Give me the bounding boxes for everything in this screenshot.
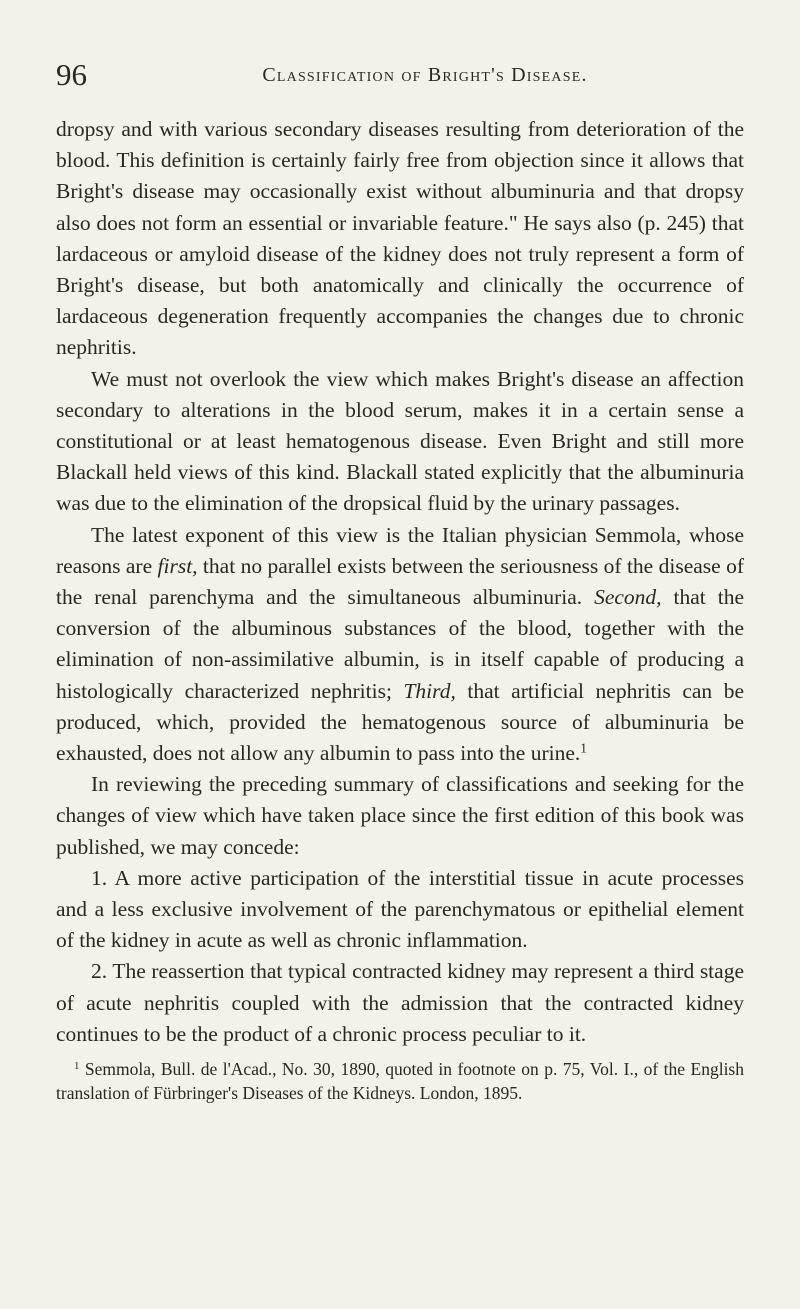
paragraph-3-text-a: The latest exponent of this view is the Italian physician Semmola, whose reasons are [56,522,744,578]
emphasis-first: first, [157,553,198,578]
paragraph-4: In reviewing the preceding summary of classifications and seeking for the changes of view which have taken place since the first edition of this book was published, we may concede: [56,772,744,859]
page-header [56,55,744,95]
footnote-reference: 1 [580,740,587,756]
running-head: Classification of Bright's Disease. [262,64,588,86]
paragraph-3-text-c: that the conversion of the albuminous substances of the blood, together with the elimination of non-assimilative albumin, is in itself capable of producing a histologically characterized nephritis; [56,585,744,703]
paragraph-3 [56,520,744,770]
footnote-body: Semmola, Bull. de l'Acad., No. 30, 1890, quoted in footnote on p. 75, Vol. I., of the English translation of Fürbringer's Diseases of the Kidneys. London, 1895. [56,1059,744,1103]
footnote-text [56,1058,744,1105]
paragraph-1: dropsy and with various secondary diseases resulting from deterioration of the blood. This definition is certainly fairly free from objection since it allows that Bright's disease may occasionally exist without albuminuria and that dropsy also does not form an essential or invariable feature." He says also (p. 245) that lardaceous or amyloid disease of the kidney does not truly represent a form of Bright's disease, but both anatomically and clinically the occurrence of lardaceous degeneration frequently accompanies the changes due to chronic nephritis. [56,117,744,360]
emphasis-second: Second, [594,585,662,610]
list-item-1: 1. A more active participation of the interstitial tissue in acute processes and a less exclusive involvement of the parenchymatous or epithelial element of the kidney in acute as well as chronic inflammation. [56,865,744,953]
list-item-2: 2. The reassertion that typical contracted kidney may represent a third stage of acute nephritis coupled with the admission that the contracted kidney continues to be the product of a chronic process peculiar to it. [56,959,744,1046]
body-text [56,114,744,1050]
page-number: 96 [56,57,87,92]
footnote-marker: 1 [74,1060,80,1073]
emphasis-third: Third, [403,678,456,703]
book-page [56,55,744,1105]
paragraph-3-text-b: that no parallel exists between the seriousness of the disease of the renal parenchyma and the simultaneous albuminuria. [56,553,744,610]
paragraph-2: We must not overlook the view which makes Bright's disease an affection secondary to alterations in the blood serum, makes it in a certain sense a constitutional or at least hematogenous disease. Even Bright and still more Blackall held views of this kind. Blackall stated explicitly that the albuminuria was due to the elimination of the dropsical fluid by the urinary passages. [56,366,744,516]
paragraph-3-text-d: that artificial nephritis can be produced, which, provided the hematogenous source of albuminuria be exhausted, does not allow any albumin to pass into the urine. [56,678,744,766]
footnote [56,1058,744,1105]
